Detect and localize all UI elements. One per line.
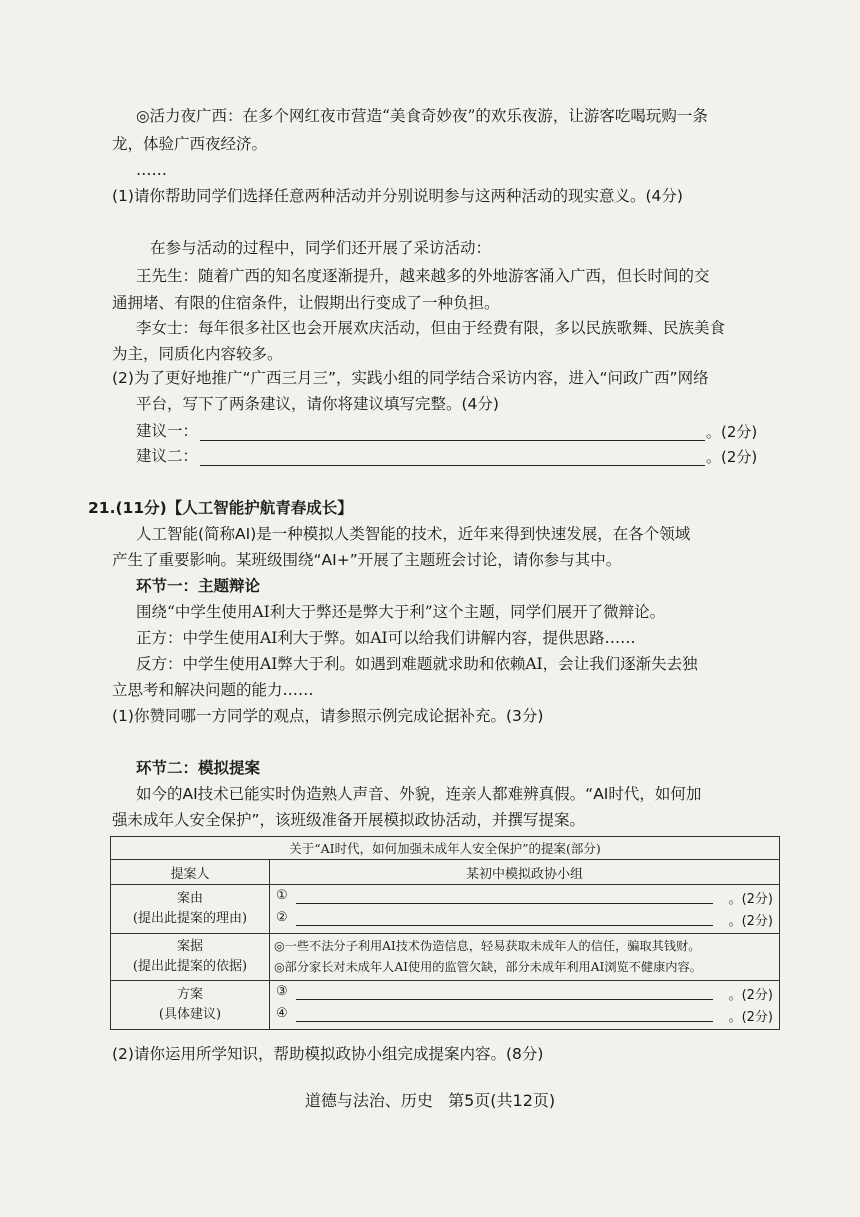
marker-2: ② — [276, 910, 288, 925]
proposer-header: 提案人 — [111, 860, 270, 885]
proposer-value: 某初中模拟政协小组 — [270, 860, 780, 885]
suggestion-1-label: 建议一： — [136, 422, 199, 440]
suggestion-1-answer-line[interactable] — [200, 440, 705, 441]
activity-vitality-night-cont: 龙，体验广西夜经济。 — [112, 135, 268, 153]
proposal-table — [110, 836, 780, 1030]
q21-heading: 21.(11分)【人工智能护航青春成长】 — [88, 499, 353, 517]
plan-label — [111, 981, 270, 1030]
suggestion-1-score: 。(2分) — [706, 423, 758, 441]
interview-li-cont: 为主，同质化内容较多。 — [112, 345, 283, 363]
basis-item-1: ◎一些不法分子利用AI技术伪造信息，轻易获取未成年人的信任，骗取其钱财。 — [274, 939, 701, 953]
reason-answer-2-score: 。(2分) — [728, 914, 773, 929]
page-footer — [0, 1088, 860, 1111]
q20-sub1: (1)请你帮助同学们选择任意两种活动并分别说明参与这两种活动的现实意义。(4分) — [112, 187, 683, 205]
marker-1: ① — [276, 888, 288, 903]
interview-wang: 王先生：随着广西的知名度逐渐提升，越来越多的外地游客涌入广西，但长时间的交 — [136, 267, 710, 285]
plan-cell — [270, 981, 780, 1030]
plan-label-note: (具体建议) — [158, 1007, 222, 1022]
plan-answer-3[interactable] — [274, 983, 775, 1005]
suggestion-2-label: 建议二： — [136, 447, 199, 465]
suggestion-2-answer-line[interactable] — [200, 465, 705, 466]
reason-cell — [270, 885, 780, 934]
marker-3: ③ — [276, 984, 288, 999]
basis-item-2: ◎部分家长对未成年人AI使用的监管欠缺，部分未成年利用AI浏览不健康内容。 — [274, 960, 702, 974]
reason-label-note: (提出此提案的理由) — [132, 911, 248, 926]
debate-intro: 围绕“中学生使用AI利大于弊还是弊大于利”这个主题，同学们展开了微辩论。 — [136, 603, 666, 621]
stage2-title: 环节二：模拟提案 — [136, 759, 261, 777]
q21-sub2: (2)请你运用所学知识，帮助模拟政协小组完成提案内容。(8分) — [112, 1045, 544, 1063]
reason-answer-2-line[interactable] — [296, 925, 713, 926]
debate-con-cont: 立思考和解决问题的能力…… — [112, 681, 314, 699]
plan-answer-4-line[interactable] — [296, 1021, 713, 1022]
reason-answer-2[interactable] — [274, 909, 775, 931]
basis-label-title: 案据 — [176, 939, 203, 954]
ellipsis: …… — [136, 161, 167, 179]
footer-page-number: 第5页(共12页) — [448, 1091, 556, 1110]
q20-sub2-cont: 平台，写下了两条建议，请你将建议填写完整。(4分) — [136, 395, 499, 413]
activity-vitality-night: ◎活力夜广西：在多个网红夜市营造“美食奇妙夜”的欢乐夜游，让游客吃喝玩购一条 — [136, 107, 708, 125]
stage1-title: 环节一：主题辩论 — [136, 577, 261, 595]
debate-con: 反方：中学生使用AI弊大于利。如遇到难题就求助和依赖AI，会让我们逐渐失去独 — [136, 655, 698, 673]
reason-answer-1-score: 。(2分) — [728, 892, 773, 907]
interview-intro: 在参与活动的过程中，同学们还开展了采访活动： — [150, 239, 492, 257]
footer-subject: 道德与法治、历史 — [304, 1091, 433, 1110]
reason-answer-1-line[interactable] — [296, 903, 713, 904]
stage2-text: 如今的AI技术已能实时伪造熟人声音、外貌，连亲人都难辨真假。“AI时代，如何加 — [136, 785, 702, 803]
stage2-text-cont: 强未成年人安全保护”，该班级准备开展模拟政协活动，并撰写提案。 — [112, 811, 586, 829]
reason-label-title: 案由 — [176, 891, 203, 906]
debate-pro: 正方：中学生使用AI利大于弊。如AI可以给我们讲解内容，提供思路…… — [136, 629, 636, 647]
proposal-table-caption: 关于“AI时代，如何加强未成年人安全保护”的提案(部分) — [111, 837, 780, 860]
interview-li: 李女士：每年很多社区也会开展欢庆活动，但由于经费有限，多以民族歌舞、民族美食 — [136, 319, 726, 337]
q21-intro-cont: 产生了重要影响。某班级围绕“AI+”开展了主题班会讨论，请你参与其中。 — [112, 551, 622, 569]
basis-label — [111, 934, 270, 981]
suggestion-2-score: 。(2分) — [706, 448, 758, 466]
plan-answer-4-score: 。(2分) — [728, 1010, 773, 1025]
plan-label-title: 方案 — [176, 987, 203, 1002]
q21-sub1: (1)你赞同哪一方同学的观点，请参照示例完成论据补充。(3分) — [112, 707, 544, 725]
basis-cell — [270, 934, 780, 981]
reason-label — [111, 885, 270, 934]
plan-answer-3-line[interactable] — [296, 999, 713, 1000]
plan-answer-4[interactable] — [274, 1005, 775, 1027]
q20-sub2: (2)为了更好地推广“广西三月三”，实践小组的同学结合采访内容，进入“问政广西”网络 — [112, 369, 709, 387]
interview-wang-cont: 通拥堵、有限的住宿条件，让假期出行变成了一种负担。 — [112, 294, 500, 312]
basis-label-note: (提出此提案的依据) — [132, 959, 248, 974]
plan-answer-3-score: 。(2分) — [728, 988, 773, 1003]
q21-intro: 人工智能(简称AI)是一种模拟人类智能的技术，近年来得到快速发展，在各个领域 — [136, 525, 691, 543]
marker-4: ④ — [276, 1006, 288, 1021]
reason-answer-1[interactable] — [274, 887, 775, 909]
